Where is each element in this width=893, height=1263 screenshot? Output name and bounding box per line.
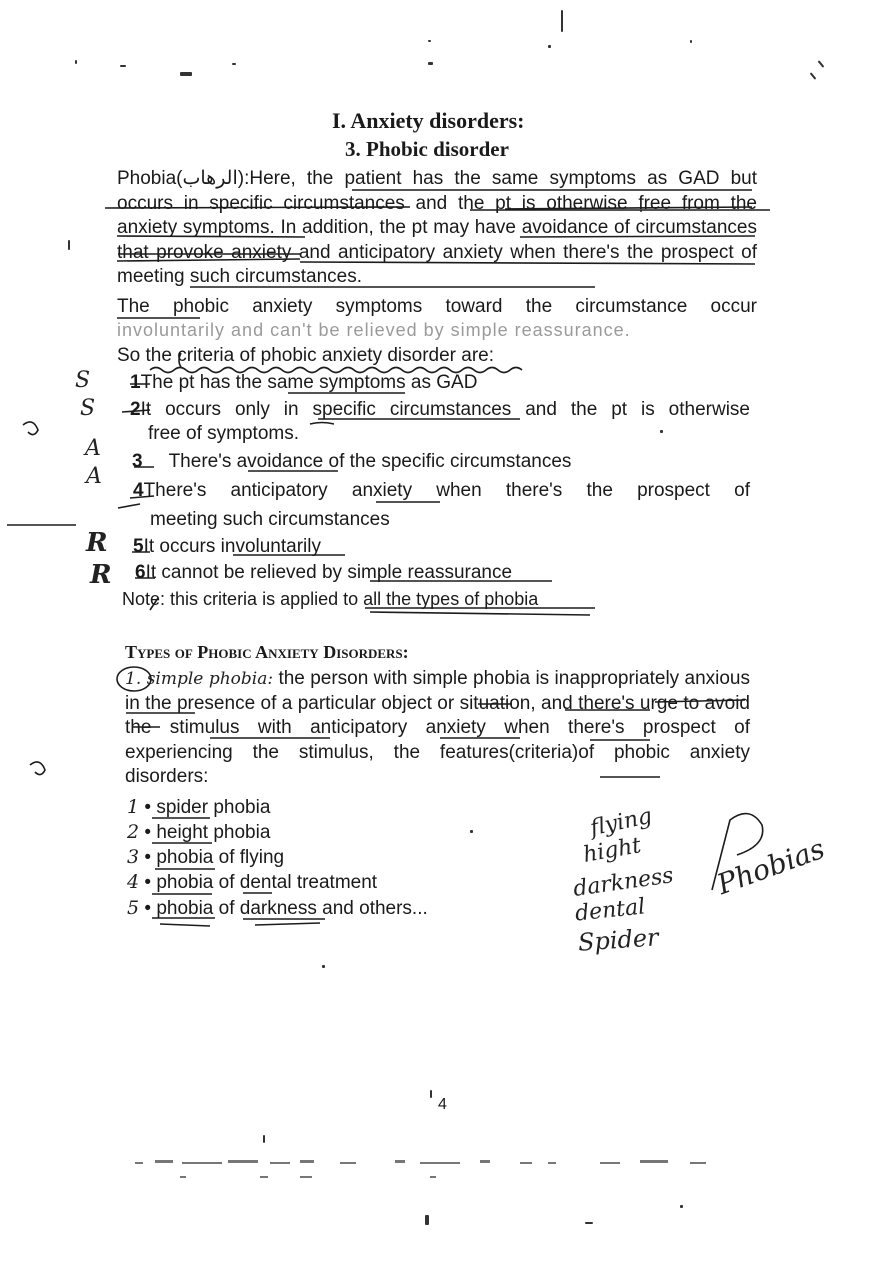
simple-phobia-text: the person with simple phobia is inappropriately anxious in the presence of a particular object or situation, and there's urge to avoid the stimulus with anticipatory anxiety when there's prospect of experiencing the stimulus, the features(criteria)of phobic anxiety disorders: bbox=[125, 668, 751, 787]
example-item: 1 • spider phobia bbox=[127, 796, 271, 818]
criterion-number: 5 bbox=[133, 536, 144, 557]
criterion-number: 4 bbox=[133, 480, 144, 501]
example-number: 3 bbox=[127, 846, 140, 868]
intro-text: :Here, the patient has the same symptoms as GAD but occurs in specific circumstances and the pt is otherwise free from the anxiety symptoms. In addition, the pt may have avoidance of circumstances that provoke anxiety and anticipatory anxiety when there's the prospect of meeting such circumstances. bbox=[117, 168, 757, 287]
note-line bbox=[122, 587, 538, 611]
criterion-item bbox=[135, 561, 512, 585]
criterion-item bbox=[133, 535, 321, 559]
handwritten-note: hight bbox=[581, 833, 644, 868]
criterion-number: 2 bbox=[130, 399, 141, 420]
intro-paragraph bbox=[117, 167, 757, 290]
example-text: height phobia bbox=[156, 822, 271, 843]
criterion-item bbox=[133, 479, 750, 503]
types-heading: Types of Phobic Anxiety Disorders: bbox=[125, 642, 409, 662]
margin-mark: R bbox=[90, 560, 112, 590]
criterion-number: 1 bbox=[130, 372, 141, 393]
example-text: phobia of flying bbox=[156, 847, 285, 868]
example-number: 5 bbox=[127, 897, 140, 919]
handwritten-label: Phobias bbox=[712, 831, 829, 902]
criterion-text: It cannot be relieved by simple reassurance bbox=[145, 562, 513, 583]
criterion-text: There's anticipatory anxiety when there's the prospect of bbox=[143, 480, 750, 501]
margin-mark: S bbox=[75, 368, 91, 393]
criterion-number: 3 bbox=[132, 451, 143, 472]
margin-mark: A bbox=[85, 436, 101, 461]
example-number: 4 bbox=[127, 871, 140, 893]
criterion-number: 6 bbox=[135, 562, 146, 583]
criteria-heading: So the criteria of phobic anxiety disorder are: bbox=[117, 345, 495, 366]
note-text: this criteria is applied to all the types of phobia bbox=[170, 589, 539, 609]
criterion-text: The pt has the same symptoms as GAD bbox=[140, 372, 478, 393]
scan-dust-band bbox=[0, 1150, 893, 1190]
handwritten-note: flying bbox=[588, 803, 655, 842]
criterion-text: It occurs only in specific circumstances and the pt is otherwise bbox=[140, 399, 750, 420]
criterion-continuation: free of symptoms. bbox=[148, 423, 299, 444]
section-title: I. Anxiety disorders: bbox=[332, 108, 525, 133]
example-item: 2 • height phobia bbox=[127, 821, 271, 843]
involuntary-line: The phobic anxiety symptoms toward the circumstance occur bbox=[117, 296, 757, 317]
handwritten-note: darkness bbox=[571, 863, 676, 902]
example-item: 4 • phobia of dental treatment bbox=[127, 871, 378, 893]
margin-mark: R bbox=[86, 528, 108, 558]
faded-line: involuntarily and can't be relieved by simple reassurance. bbox=[117, 320, 631, 340]
margin-mark: S bbox=[80, 396, 96, 421]
subsection-title: 3. Phobic disorder bbox=[345, 137, 509, 161]
criterion-text: There's avoidance of the specific circumstances bbox=[168, 451, 572, 472]
criterion-text: It occurs involuntarily bbox=[143, 536, 321, 557]
simple-phobia-label: 1. simple phobia: bbox=[125, 669, 274, 689]
margin-mark: A bbox=[86, 464, 102, 489]
criterion-item bbox=[130, 398, 750, 422]
page-number: 4 bbox=[438, 1096, 447, 1113]
example-number: 1 bbox=[127, 796, 140, 818]
criterion-item bbox=[130, 371, 477, 395]
example-text: spider phobia bbox=[156, 797, 271, 818]
simple-phobia-paragraph bbox=[125, 667, 750, 790]
example-item: 5 • phobia of darkness and others... bbox=[127, 897, 428, 919]
example-item: 3 • phobia of flying bbox=[127, 846, 285, 868]
handwritten-note: Spider bbox=[577, 923, 660, 957]
criterion-continuation: meeting such circumstances bbox=[150, 509, 390, 530]
handwritten-note: dental bbox=[573, 894, 647, 927]
example-text: phobia of dental treatment bbox=[156, 872, 378, 893]
note-label: Note: bbox=[122, 589, 166, 609]
criterion-item bbox=[132, 450, 571, 474]
phobia-term: Phobia(الرهاب) bbox=[117, 168, 245, 189]
example-text: phobia of darkness and others... bbox=[156, 898, 428, 919]
example-number: 2 bbox=[127, 821, 140, 843]
